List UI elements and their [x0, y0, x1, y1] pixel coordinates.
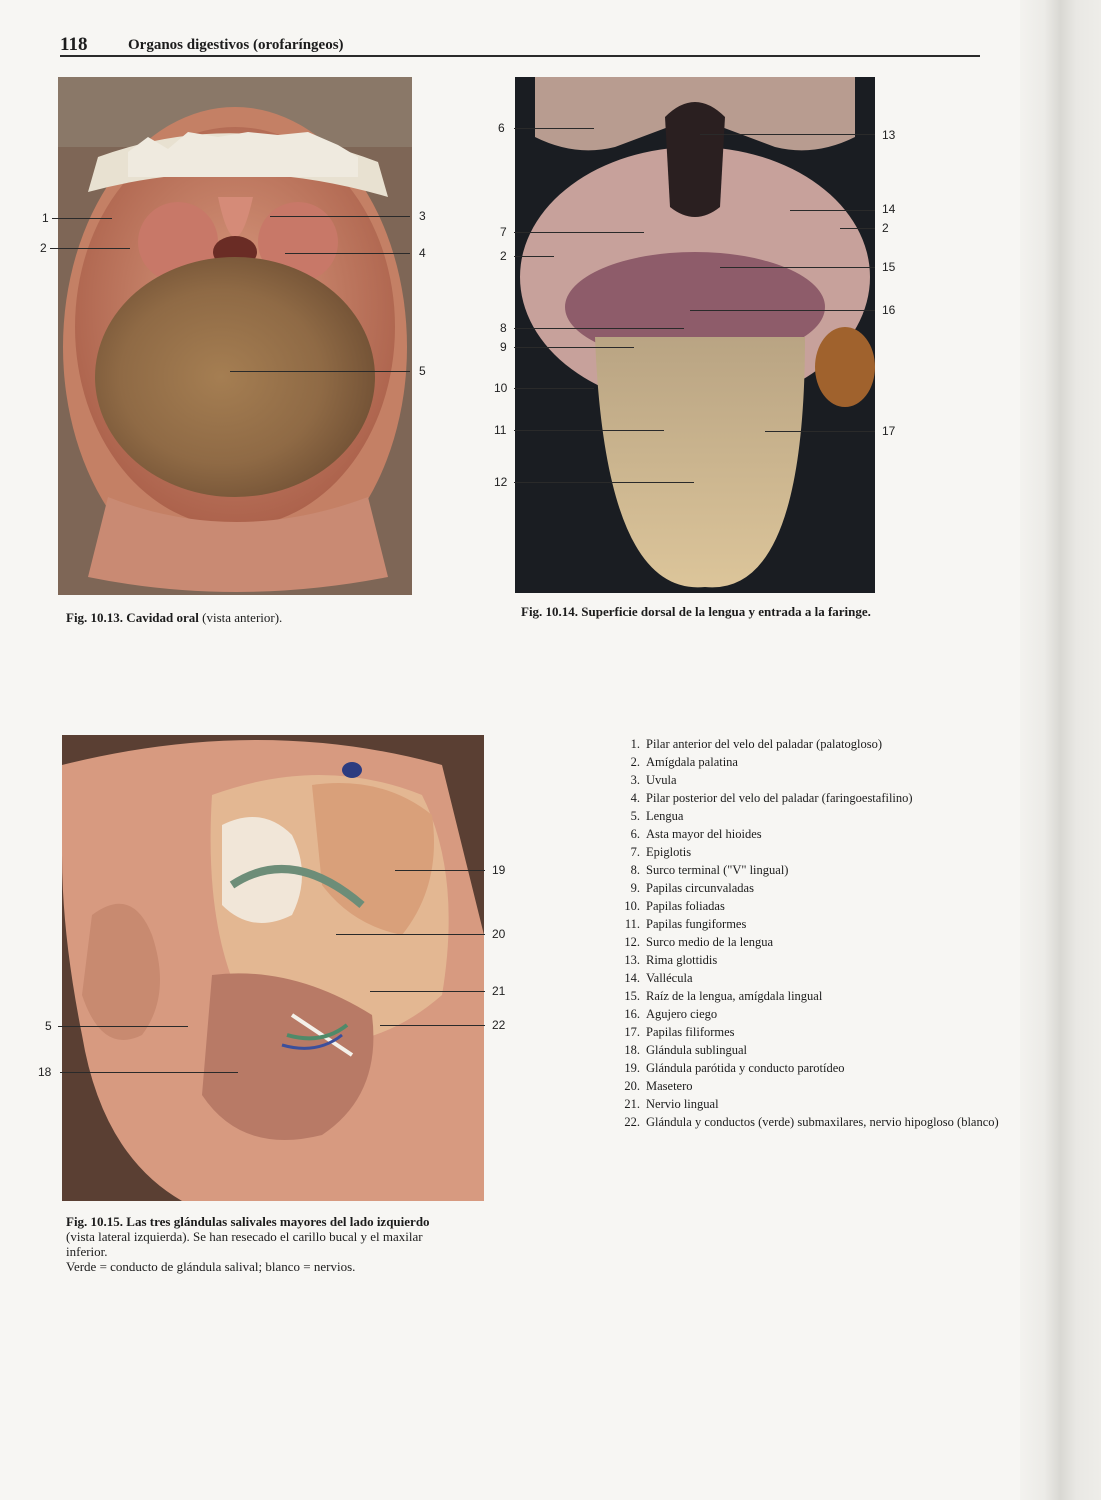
legend-item-number: 22.	[624, 1115, 640, 1129]
legend-item-text: Papilas circunvaladas	[646, 881, 754, 895]
label-8: 8	[500, 321, 507, 335]
legend-item-text: Masetero	[646, 1079, 693, 1093]
legend-item-number: 10.	[624, 899, 640, 913]
legend-item-text: Vallécula	[646, 971, 693, 985]
legend-item	[610, 969, 1010, 987]
leader-5-fig15	[58, 1026, 188, 1027]
legend-item-number: 17.	[624, 1025, 640, 1039]
label-3: 3	[419, 209, 426, 223]
legend-item	[610, 1077, 1010, 1095]
legend-item-number: 1.	[630, 737, 640, 751]
legend-item	[610, 1005, 1010, 1023]
leader-11	[514, 430, 664, 431]
legend-item-number: 18.	[624, 1043, 640, 1057]
label-21: 21	[492, 984, 506, 998]
leader-14	[790, 210, 875, 211]
legend-item-text: Glándula y conductos (verde) submaxilares, nervio hipogloso (blanco)	[646, 1115, 999, 1129]
label-2: 2	[40, 241, 47, 255]
label-20: 20	[492, 927, 506, 941]
legend-item-number: 6.	[630, 827, 640, 841]
leader-2b	[514, 256, 554, 257]
legend-item-number: 9.	[630, 881, 640, 895]
legend-item-number: 4.	[630, 791, 640, 805]
legend-item-text: Agujero ciego	[646, 1007, 718, 1021]
legend-item-number: 14.	[624, 971, 640, 985]
legend-item-text: Nervio lingual	[646, 1097, 719, 1111]
leader-1	[52, 218, 112, 219]
legend-item-number: 8.	[630, 863, 640, 877]
label-5-fig15: 5	[45, 1019, 52, 1033]
legend-item-text: Surco medio de la lengua	[646, 935, 774, 949]
label-7: 7	[500, 225, 507, 239]
chapter-title: Organos digestivos (orofaríngeos)	[128, 37, 344, 53]
legend-item	[610, 951, 1010, 969]
legend-item-text: Amígdala palatina	[646, 755, 738, 769]
leader-9	[514, 347, 634, 348]
legend-item-text: Pilar anterior del velo del paladar (palatogloso)	[646, 737, 883, 751]
leader-2	[50, 248, 130, 249]
leader-3	[270, 216, 410, 217]
leader-5	[230, 371, 410, 372]
caption-fig-10-15-rest: (vista lateral izquierda). Se han resecado el carillo bucal y el maxilar inferior.	[66, 1229, 423, 1259]
caption-fig-10-14	[521, 604, 911, 619]
legend-item	[610, 1113, 1010, 1149]
page-gutter-shadow	[1020, 0, 1101, 1500]
legend-item	[610, 1059, 1010, 1077]
legend-item	[610, 1095, 1010, 1113]
legend-item	[610, 789, 1010, 807]
leader-19	[395, 870, 485, 871]
legend-item	[610, 1041, 1010, 1059]
legend-item-text: Pilar posterior del velo del paladar (faringoestafilino)	[646, 791, 913, 805]
figure-salivary-glands-photo	[62, 735, 484, 1201]
legend-item-text: Uvula	[646, 773, 677, 787]
legend-item-text: Papilas fungiformes	[646, 917, 747, 931]
label-17: 17	[882, 424, 896, 438]
label-2-fig14-right: 2	[882, 221, 889, 235]
legend-item	[610, 807, 1010, 825]
legend-item-number: 19.	[624, 1061, 640, 1075]
leader-21	[370, 991, 485, 992]
legend-item-number: 12.	[624, 935, 640, 949]
leader-10	[514, 388, 594, 389]
label-22: 22	[492, 1018, 506, 1032]
legend-item-number: 15.	[624, 989, 640, 1003]
legend-item-text: Raíz de la lengua, amígdala lingual	[646, 989, 823, 1003]
label-4: 4	[419, 246, 426, 260]
legend-item-text: Glándula parótida y conducto parotídeo	[646, 1061, 845, 1075]
caption-fig-10-15	[66, 1214, 446, 1274]
caption-fig-10-13-title: Fig. 10.13. Cavidad oral	[66, 610, 199, 625]
legend-item-number: 5.	[630, 809, 640, 823]
legend-item-text: Asta mayor del hioides	[646, 827, 762, 841]
label-2-fig14: 2	[500, 249, 507, 263]
legend-item-number: 21.	[624, 1097, 640, 1111]
label-16: 16	[882, 303, 896, 317]
legend-item	[610, 933, 1010, 951]
label-5: 5	[419, 364, 426, 378]
legend-item	[610, 825, 1010, 843]
legend-item	[610, 897, 1010, 915]
caption-fig-10-13	[66, 610, 406, 625]
leader-13	[700, 134, 875, 135]
leader-22	[380, 1025, 485, 1026]
page-number: 118	[60, 34, 88, 55]
header-rule	[60, 55, 980, 57]
leader-18	[60, 1072, 238, 1073]
legend-item-text: Rima glottidis	[646, 953, 718, 967]
leader-6	[514, 128, 594, 129]
leader-20	[336, 934, 485, 935]
leader-12	[514, 482, 694, 483]
legend-item-number: 2.	[630, 755, 640, 769]
leader-4	[285, 253, 410, 254]
leader-8	[514, 328, 684, 329]
legend-item-number: 20.	[624, 1079, 640, 1093]
legend-item-number: 3.	[630, 773, 640, 787]
leader-17	[765, 431, 875, 432]
caption-fig-10-15-color-key: Verde = conducto de glándula salival; blanco = nervios.	[66, 1259, 356, 1274]
legend-item-text: Glándula sublingual	[646, 1043, 748, 1057]
legend-item	[610, 771, 1010, 789]
label-14: 14	[882, 202, 896, 216]
legend-item-number: 7.	[630, 845, 640, 859]
legend-item	[610, 987, 1010, 1005]
leader-7	[514, 232, 644, 233]
label-9: 9	[500, 340, 507, 354]
anatomy-legend	[610, 735, 1010, 1149]
leader-2c	[840, 228, 875, 229]
legend-item-text: Papilas filiformes	[646, 1025, 735, 1039]
legend-item-text: Surco terminal ("V" lingual)	[646, 863, 789, 877]
label-15: 15	[882, 260, 896, 274]
legend-item	[610, 843, 1010, 861]
leader-16	[690, 310, 875, 311]
label-1: 1	[42, 211, 49, 225]
caption-fig-10-14-title: Fig. 10.14. Superficie dorsal de la lengua y entrada a la faringe.	[521, 604, 871, 619]
legend-item	[610, 861, 1010, 879]
label-10: 10	[494, 381, 508, 395]
leader-15	[720, 267, 875, 268]
legend-item-number: 16.	[624, 1007, 640, 1021]
figure-tongue-dorsal-photo	[515, 77, 875, 593]
legend-item	[610, 753, 1010, 771]
legend-item	[610, 1023, 1010, 1041]
legend-item-number: 13.	[624, 953, 640, 967]
label-13: 13	[882, 128, 896, 142]
label-18: 18	[38, 1065, 52, 1079]
caption-fig-10-13-rest: (vista anterior).	[198, 610, 283, 625]
legend-item-text: Lengua	[646, 809, 684, 823]
caption-fig-10-15-title: Fig. 10.15. Las tres glándulas salivales mayores del lado izquierdo	[66, 1214, 430, 1229]
legend-item-number: 11.	[624, 917, 640, 931]
label-12: 12	[494, 475, 508, 489]
legend-item-text: Papilas foliadas	[646, 899, 725, 913]
figure-oral-cavity-photo	[58, 77, 412, 595]
legend-item	[610, 915, 1010, 933]
legend-item-text: Epiglotis	[646, 845, 692, 859]
legend-item	[610, 735, 1010, 753]
label-19: 19	[492, 863, 506, 877]
label-6: 6	[498, 121, 505, 135]
legend-item	[610, 879, 1010, 897]
label-11: 11	[494, 423, 507, 437]
